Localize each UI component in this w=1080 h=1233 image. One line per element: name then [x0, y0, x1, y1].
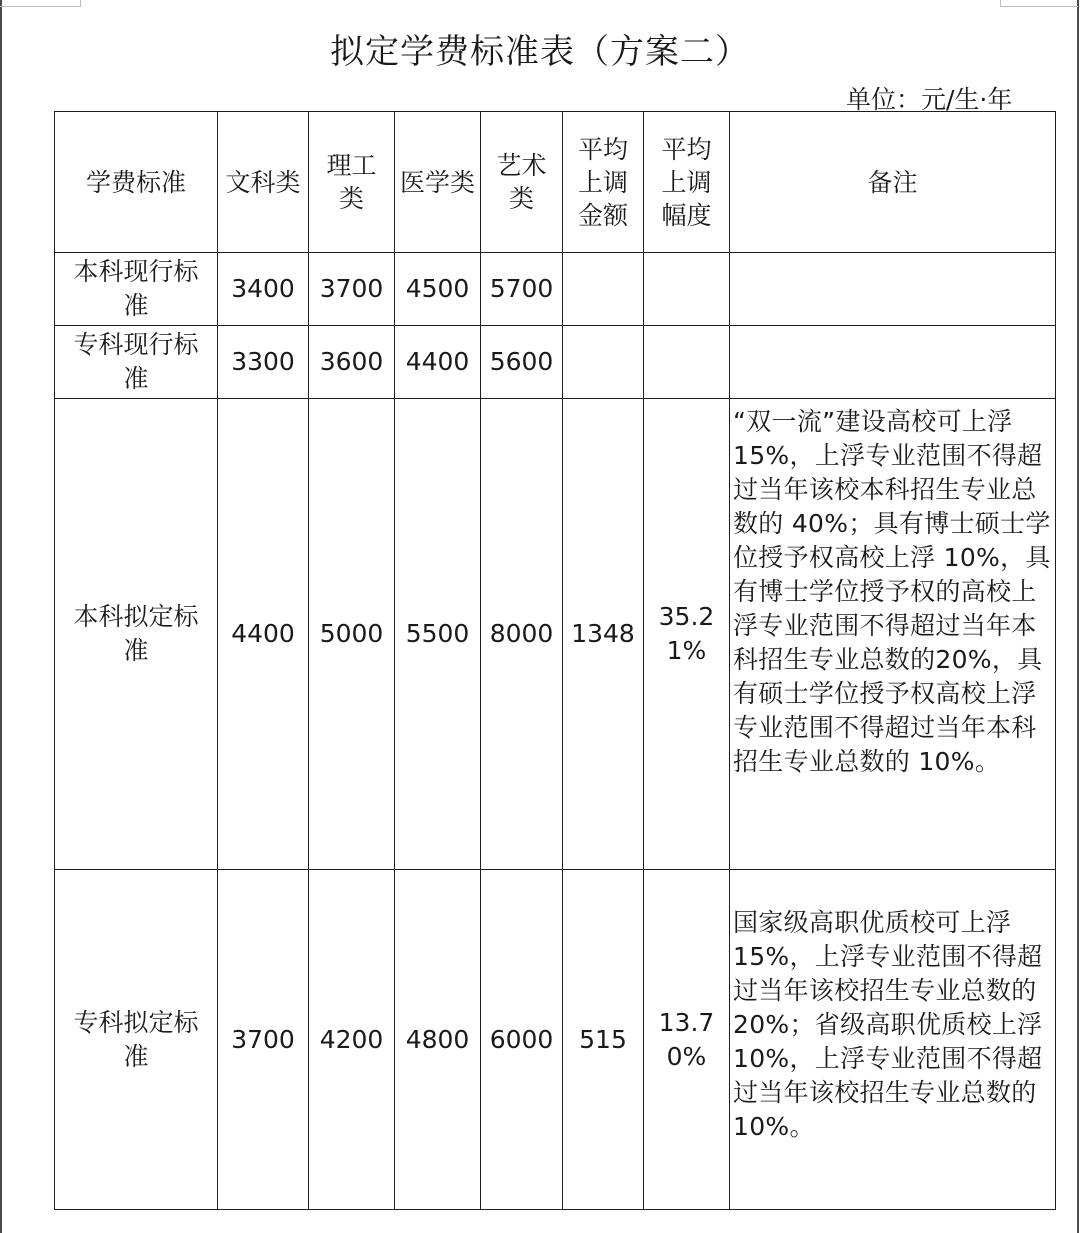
- cell-liberal-arts: 3700: [218, 870, 309, 1210]
- cell-remarks: [730, 326, 1056, 399]
- cell-medicine: 4800: [395, 870, 481, 1210]
- cell-liberal-arts: 3400: [218, 253, 309, 326]
- tuition-fee-table: [54, 111, 1056, 1210]
- cell-remarks: 国家级高职优质校可上浮15%，上浮专业范围不得超过当年该校招生专业总数的 20%；省级高职优质校上浮 10%，上浮专业范围不得超过当年该校招生专业总数的 10%。: [730, 870, 1056, 1210]
- cell-avg-increase-amount: [563, 253, 644, 326]
- header-remarks: 备注: [730, 112, 1056, 253]
- cell-avg-increase-rate: 35.21%: [644, 399, 730, 870]
- header-avg-increase-rate: 平均上调幅度: [644, 112, 730, 253]
- row-label: 专科现行标准: [55, 326, 218, 399]
- cell-arts: 5700: [481, 253, 563, 326]
- table-row: [55, 326, 1056, 399]
- top-left-corner-mark: [0, 0, 81, 7]
- cell-medicine: 5500: [395, 399, 481, 870]
- cell-avg-increase-amount: 1348: [563, 399, 644, 870]
- header-medicine: 医学类: [395, 112, 481, 253]
- header-liberal-arts: 文科类: [218, 112, 309, 253]
- left-frame-border: [0, 0, 2, 1233]
- header-row: [55, 112, 1056, 253]
- top-right-corner-mark: [1000, 0, 1078, 7]
- right-frame-border: [1077, 0, 1079, 1233]
- cell-avg-increase-rate: 13.70%: [644, 870, 730, 1210]
- cell-avg-increase-rate: [644, 253, 730, 326]
- table-row: [55, 399, 1056, 870]
- cell-avg-increase-amount: 515: [563, 870, 644, 1210]
- table-row: [55, 870, 1056, 1210]
- cell-medicine: 4500: [395, 253, 481, 326]
- cell-science-engineering: 4200: [309, 870, 395, 1210]
- header-fee-standard: 学费标准: [55, 112, 218, 253]
- cell-liberal-arts: 3300: [218, 326, 309, 399]
- row-label: 专科拟定标准: [55, 870, 218, 1210]
- header-avg-increase-amount: 平均上调金额: [563, 112, 644, 253]
- cell-avg-increase-rate: [644, 326, 730, 399]
- cell-science-engineering: 3700: [309, 253, 395, 326]
- cell-remarks: “双一流”建设高校可上浮15%，上浮专业范围不得超过当年该校本科招生专业总数的 40%；具有博士硕士学位授予权高校上浮 10%，具有博士学位授予权的高校上浮专业范围不得超过当年本科招生专业总数的20%，具有硕士学位授予权高校上浮专业范围不得超过当年本科招生专业总数的 10%。: [730, 399, 1056, 870]
- cell-arts: 5600: [481, 326, 563, 399]
- cell-science-engineering: 3600: [309, 326, 395, 399]
- row-label: 本科现行标准: [55, 253, 218, 326]
- header-science-engineering: 理工类: [309, 112, 395, 253]
- row-label: 本科拟定标准: [55, 399, 218, 870]
- cell-avg-increase-amount: [563, 326, 644, 399]
- cell-remarks: [730, 253, 1056, 326]
- header-arts: 艺术类: [481, 112, 563, 253]
- page-title: 拟定学费标准表（方案二）: [330, 32, 750, 72]
- cell-liberal-arts: 4400: [218, 399, 309, 870]
- cell-science-engineering: 5000: [309, 399, 395, 870]
- unit-note: 单位：元/生·年: [846, 85, 1013, 114]
- cell-medicine: 4400: [395, 326, 481, 399]
- cell-arts: 6000: [481, 870, 563, 1210]
- table-row: [55, 253, 1056, 326]
- cell-arts: 8000: [481, 399, 563, 870]
